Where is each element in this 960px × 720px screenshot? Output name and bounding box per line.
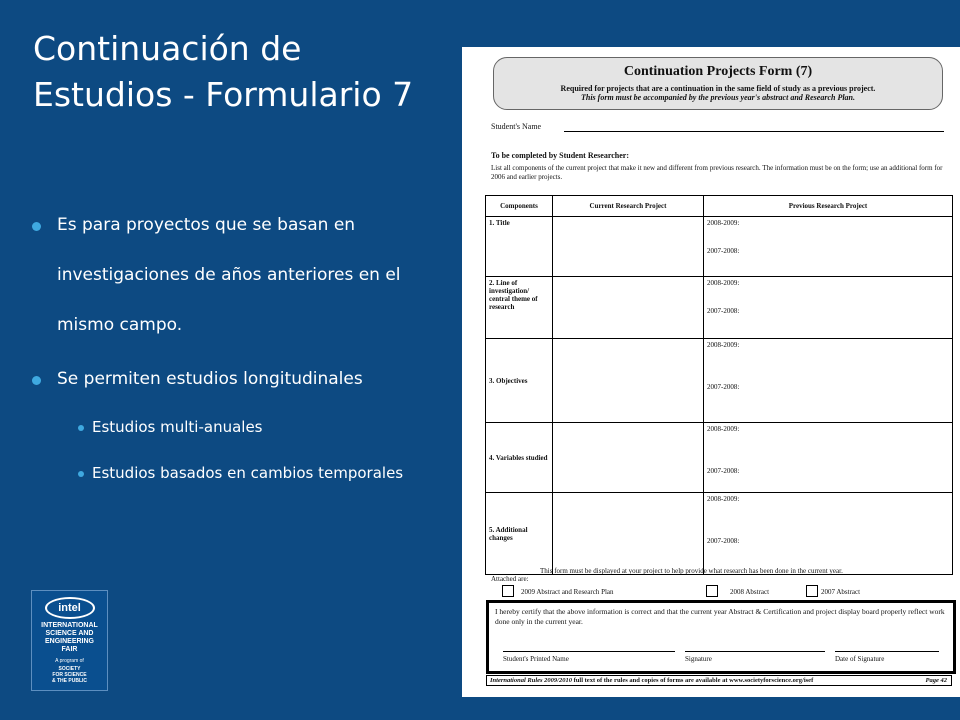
logo-text bbox=[32, 622, 107, 654]
component-cell: 5. Additional changes bbox=[486, 493, 553, 575]
previous-cell bbox=[704, 493, 953, 575]
attachment-label: 2007 Abstract bbox=[821, 588, 861, 596]
form-subtitle: Required for projects that are a continuation in the same field of study as a previous project. bbox=[560, 84, 876, 93]
year-label: 2007-2008: bbox=[707, 247, 740, 255]
bullet-list bbox=[30, 200, 450, 496]
logo-sub: A program of bbox=[55, 658, 84, 664]
attachment-checkbox bbox=[706, 585, 718, 597]
student-name-label: Student's Name bbox=[491, 122, 542, 131]
signature-label: Date of Signature bbox=[835, 655, 885, 663]
component-cell: 3. Objectives bbox=[486, 339, 553, 423]
attachment-label: 2008 Abstract bbox=[730, 588, 770, 596]
form-note: This form must be accompanied by the previous year's abstract and Research Plan. bbox=[581, 93, 855, 102]
logo-line: INTERNATIONAL bbox=[41, 622, 98, 629]
year-label: 2008-2009: bbox=[707, 219, 740, 227]
current-cell bbox=[553, 217, 704, 277]
attach-note: This form must be displayed at your project to help provide what research has been done in the current year. bbox=[540, 567, 843, 575]
isef-logo bbox=[31, 590, 108, 691]
signature-label: Signature bbox=[685, 655, 712, 663]
logo-line: SOCIETY bbox=[58, 666, 81, 672]
previous-cell bbox=[704, 423, 953, 493]
year-label: 2008-2009: bbox=[707, 425, 740, 433]
current-cell bbox=[553, 493, 704, 575]
logo-line: SCIENCE AND bbox=[45, 630, 94, 637]
signature-line bbox=[835, 651, 939, 652]
certification-text: I hereby certify that the above information is correct and that the current year Abstract & Certification and project display board properly reflect work done only in the current year. bbox=[495, 607, 945, 626]
instructions-title: To be completed by Student Researcher: bbox=[491, 151, 629, 160]
slide-title: Continuación de Estudios - Formulario 7 bbox=[33, 29, 414, 114]
footer-text: full text of the rules and copies of forms are available at www.societyforscience.org/isef bbox=[573, 677, 814, 684]
instructions: List all components of the current project that make it new and different from previous research. The information must be on the form; use an additional form for 2006 and earlier projects. bbox=[491, 164, 943, 181]
component-cell: 1. Title bbox=[486, 217, 553, 277]
form-header bbox=[493, 57, 943, 110]
current-cell bbox=[553, 277, 704, 339]
column-header: Previous Research Project bbox=[704, 196, 953, 217]
logo-line: & THE PUBLIC bbox=[52, 678, 87, 684]
attach-label: Attached are: bbox=[491, 575, 529, 583]
logo-line: FOR SCIENCE bbox=[52, 672, 87, 678]
column-header: Current Research Project bbox=[553, 196, 704, 217]
form-footer bbox=[486, 675, 952, 686]
year-label: 2007-2008: bbox=[707, 383, 740, 391]
component-cell: 2. Line of investigation/ central theme of research bbox=[486, 277, 553, 339]
signature-line bbox=[685, 651, 825, 652]
student-name-line bbox=[564, 131, 944, 132]
year-label: 2007-2008: bbox=[707, 307, 740, 315]
year-label: 2008-2009: bbox=[707, 495, 740, 503]
society-logo bbox=[32, 666, 107, 684]
attachment-checkbox bbox=[502, 585, 514, 597]
components-table bbox=[485, 195, 953, 575]
year-label: 2007-2008: bbox=[707, 467, 740, 475]
sub-bullet-item: Estudios basados en cambios temporales bbox=[30, 450, 422, 496]
form-title: Continuation Projects Form (7) bbox=[623, 64, 813, 79]
logo-line: FAIR bbox=[61, 646, 78, 653]
sub-bullet-item: Estudios multi-anuales bbox=[30, 404, 450, 450]
form-image bbox=[462, 47, 960, 697]
current-cell bbox=[553, 339, 704, 423]
column-header: Components bbox=[486, 196, 553, 217]
year-label: 2007-2008: bbox=[707, 537, 740, 545]
page-number: Page 42 bbox=[925, 677, 947, 684]
bullet-item: Se permiten estudios longitudinales bbox=[30, 354, 450, 404]
footer-rules: International Rules 2009/2010 bbox=[490, 677, 572, 684]
attachment-checkbox bbox=[806, 585, 818, 597]
logo-line: ENGINEERING bbox=[44, 638, 94, 645]
previous-cell bbox=[704, 277, 953, 339]
previous-cell bbox=[704, 339, 953, 423]
previous-cell bbox=[704, 217, 953, 277]
bullet-item: Es para proyectos que se basan en investigaciones de años anteriores en el mismo campo. bbox=[30, 200, 450, 350]
year-label: 2008-2009: bbox=[707, 341, 740, 349]
certification-box bbox=[486, 600, 956, 674]
year-label: 2008-2009: bbox=[707, 279, 740, 287]
current-cell bbox=[553, 423, 704, 493]
signature-line bbox=[503, 651, 675, 652]
signature-label: Student's Printed Name bbox=[503, 655, 569, 663]
attachment-label: 2009 Abstract and Research Plan bbox=[521, 588, 614, 596]
intel-logo-icon: intel bbox=[45, 597, 95, 619]
component-cell: 4. Variables studied bbox=[486, 423, 553, 493]
